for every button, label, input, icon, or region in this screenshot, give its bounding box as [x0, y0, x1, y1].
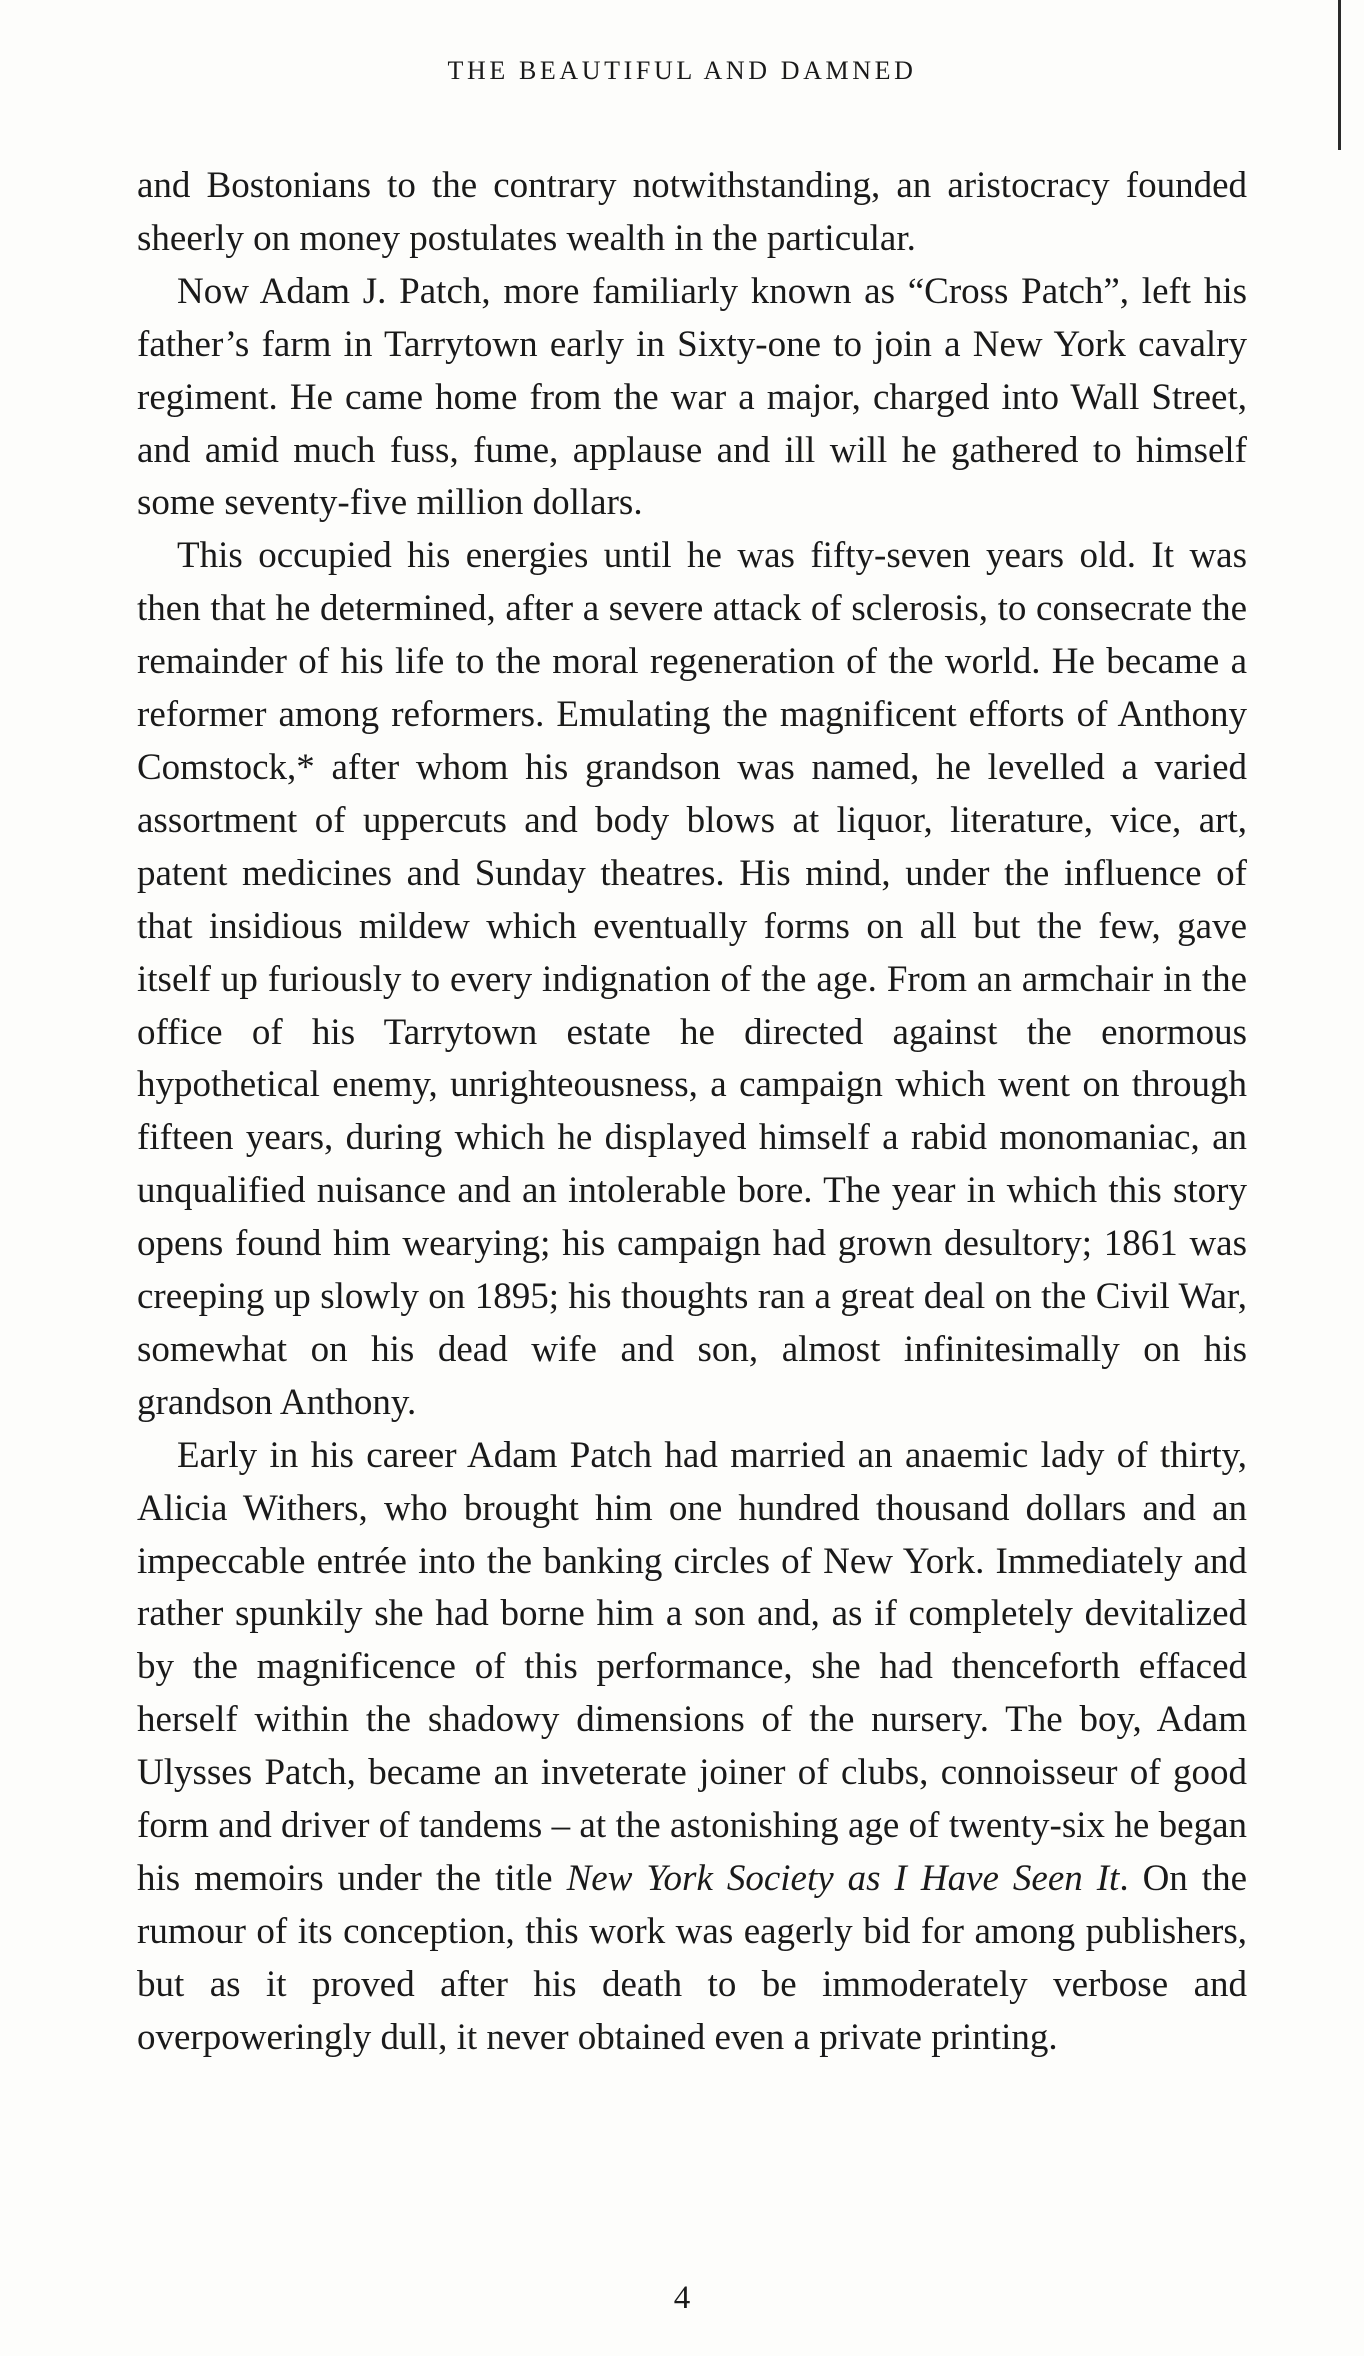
- page-number: 4: [673, 2280, 691, 2316]
- paragraph-4: [137, 1430, 1247, 2065]
- running-head: THE BEAUTIFUL AND DAMNED: [447, 56, 917, 85]
- book-title: New York Society as I Have Seen It: [566, 1858, 1120, 1899]
- paragraph-1: and Bostonians to the contrary notwithstanding, an aristocracy founded sheerly on money postulates wealth in the particular.: [137, 165, 1247, 259]
- paragraph-2: Now Adam J. Patch, more familiarly known as “Cross Patch”, left his father’s farm in Tarrytown early in Sixty-one to join a New York cavalry regiment. He came home from the war a major, charged into Wall Street, and amid much fuss, fume, applause and ill will he gathered to himself some seventy-five million dollars.: [137, 270, 1247, 524]
- paragraph-3: This occupied his energies until he was fifty-seven years old. It was then that he determined, after a severe attack of sclerosis, to consecrate the remainder of his life to the moral regeneration of the world. He became a reformer among reformers. Emulating the magnificent efforts of Anthony Comstock,* after whom his grandson was named, he levelled a varied assortment of uppercuts and body blows at liquor, literature, vice, art, patent medicines and Sunday theatres. His mind, under the influence of that insidious mildew which eventually forms on all but the few, gave itself up furiously to every indignation of the age. From an armchair in the office of his Tarrytown estate he directed against the enormous hypothetical enemy, unrighteousness, a campaign which went on through fifteen years, during which he displayed himself a rabid monomaniac, an unqualified nuisance and an intolerable bore. The year in which this story opens found him wearying; his campaign had grown desultory; 1861 was creeping up slowly on 1895; his thoughts ran a great deal on the Civil War, somewhat on his dead wife and son, almost infinitesimally on his grandson Anthony.: [137, 535, 1247, 1423]
- paragraph-4-part-1: Early in his career Adam Patch had married an anaemic lady of thirty, Alicia Withers, who brought him one hundred thousand dollars and an impeccable entrée into the banking circles of New York. Immediately and rather spunkily she had borne him a son and, as if completely devitalized by the magnificence of this performance, she had thenceforth effaced herself within the shadowy dimensions of the nursery. The boy, Adam Ulysses Patch, became an inveterate joiner of clubs, connoisseur of good form and driver of tandems – at the astonishing age of twenty-six he began his memoirs under the title: [137, 1434, 1247, 1899]
- body-text: [137, 160, 1247, 2065]
- paragraph-4-part-2: . On the rumour of its conception, this work was eagerly bid for among publishers, but as it proved after his death to be immoderately verbose and overpoweringly dull, it never obtained even a private printing.: [137, 1858, 1247, 2058]
